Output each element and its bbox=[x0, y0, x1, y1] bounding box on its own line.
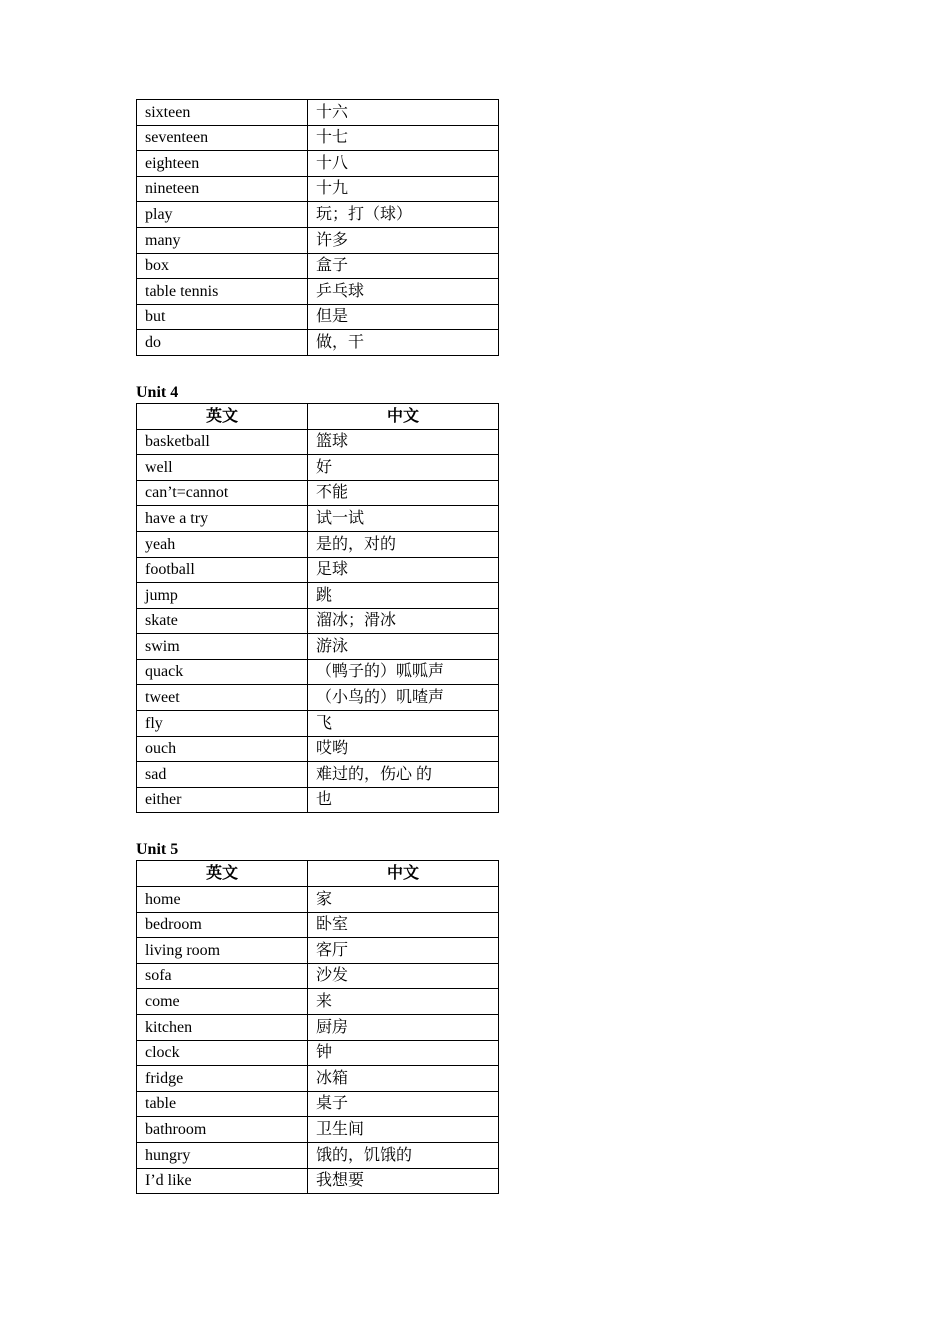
table-row bbox=[137, 125, 499, 151]
chinese-meaning: （小鸟的）叽喳声 bbox=[308, 685, 499, 711]
chinese-meaning: 也 bbox=[308, 787, 499, 813]
english-word: seventeen bbox=[137, 125, 308, 151]
chinese-meaning: 饿的，饥饿的 bbox=[308, 1142, 499, 1168]
table-row bbox=[137, 557, 499, 583]
vocabulary-table bbox=[136, 860, 499, 1194]
table-row bbox=[137, 202, 499, 228]
english-word: yeah bbox=[137, 531, 308, 557]
table-row bbox=[137, 634, 499, 660]
chinese-meaning: 桌子 bbox=[308, 1091, 499, 1117]
chinese-meaning: 飞 bbox=[308, 711, 499, 737]
unit-title: Unit 4 bbox=[136, 383, 179, 401]
header-chinese: 中文 bbox=[308, 861, 499, 887]
english-word: sixteen bbox=[137, 100, 308, 126]
table-row bbox=[137, 455, 499, 481]
table-row bbox=[137, 736, 499, 762]
chinese-meaning: 来 bbox=[308, 989, 499, 1015]
table-row bbox=[137, 762, 499, 788]
table-row bbox=[137, 583, 499, 609]
english-word: box bbox=[137, 253, 308, 279]
english-word: hungry bbox=[137, 1142, 308, 1168]
table-row bbox=[137, 100, 499, 126]
document-page bbox=[136, 99, 498, 1194]
section-gap bbox=[136, 356, 498, 383]
chinese-meaning: 十七 bbox=[308, 125, 499, 151]
english-word: skate bbox=[137, 608, 308, 634]
table-row bbox=[137, 938, 499, 964]
table-row bbox=[137, 1168, 499, 1194]
table-row bbox=[137, 1015, 499, 1041]
table-row bbox=[137, 989, 499, 1015]
chinese-meaning: 我想要 bbox=[308, 1168, 499, 1194]
english-word: nineteen bbox=[137, 176, 308, 202]
english-word: sofa bbox=[137, 963, 308, 989]
chinese-meaning: 玩；打（球） bbox=[308, 202, 499, 228]
chinese-meaning: 不能 bbox=[308, 480, 499, 506]
table-row bbox=[137, 608, 499, 634]
table-row bbox=[137, 1091, 499, 1117]
chinese-meaning: 溜冰；滑冰 bbox=[308, 608, 499, 634]
chinese-meaning: 十九 bbox=[308, 176, 499, 202]
section-gap bbox=[136, 813, 498, 840]
english-word: can’t=cannot bbox=[137, 480, 308, 506]
english-word: clock bbox=[137, 1040, 308, 1066]
english-word: jump bbox=[137, 583, 308, 609]
chinese-meaning: 十八 bbox=[308, 151, 499, 177]
english-word: home bbox=[137, 887, 308, 913]
english-word: many bbox=[137, 227, 308, 253]
english-word: do bbox=[137, 330, 308, 356]
table-row bbox=[137, 1040, 499, 1066]
table-row bbox=[137, 963, 499, 989]
english-word: but bbox=[137, 304, 308, 330]
chinese-meaning: 许多 bbox=[308, 227, 499, 253]
chinese-meaning: 是的，对的 bbox=[308, 531, 499, 557]
chinese-meaning: 冰箱 bbox=[308, 1066, 499, 1092]
chinese-meaning: 沙发 bbox=[308, 963, 499, 989]
table-row bbox=[137, 253, 499, 279]
vocabulary-table bbox=[136, 99, 499, 356]
english-word: football bbox=[137, 557, 308, 583]
english-word: come bbox=[137, 989, 308, 1015]
table-row bbox=[137, 912, 499, 938]
table-row bbox=[137, 506, 499, 532]
header-english: 英文 bbox=[137, 861, 308, 887]
vocabulary-table bbox=[136, 403, 499, 814]
table-row bbox=[137, 1142, 499, 1168]
chinese-meaning: 跳 bbox=[308, 583, 499, 609]
chinese-meaning: 厨房 bbox=[308, 1015, 499, 1041]
english-word: I’d like bbox=[137, 1168, 308, 1194]
english-word: tweet bbox=[137, 685, 308, 711]
english-word: eighteen bbox=[137, 151, 308, 177]
chinese-meaning: 家 bbox=[308, 887, 499, 913]
english-word: table bbox=[137, 1091, 308, 1117]
chinese-meaning: 十六 bbox=[308, 100, 499, 126]
english-word: kitchen bbox=[137, 1015, 308, 1041]
table-row bbox=[137, 304, 499, 330]
english-word: quack bbox=[137, 659, 308, 685]
chinese-meaning: 试一试 bbox=[308, 506, 499, 532]
chinese-meaning: 盒子 bbox=[308, 253, 499, 279]
english-word: fly bbox=[137, 711, 308, 737]
table-row bbox=[137, 659, 499, 685]
table-row bbox=[137, 887, 499, 913]
table-row bbox=[137, 480, 499, 506]
unit-title: Unit 5 bbox=[136, 841, 179, 859]
english-word: sad bbox=[137, 762, 308, 788]
table-row bbox=[137, 429, 499, 455]
english-word: well bbox=[137, 455, 308, 481]
table-row bbox=[137, 330, 499, 356]
chinese-meaning: 足球 bbox=[308, 557, 499, 583]
chinese-meaning: 卧室 bbox=[308, 912, 499, 938]
table-row bbox=[137, 685, 499, 711]
table-row bbox=[137, 1066, 499, 1092]
chinese-meaning: 做，干 bbox=[308, 330, 499, 356]
chinese-meaning: 但是 bbox=[308, 304, 499, 330]
english-word: fridge bbox=[137, 1066, 308, 1092]
english-word: bedroom bbox=[137, 912, 308, 938]
table-row bbox=[137, 279, 499, 305]
chinese-meaning: 哎哟 bbox=[308, 736, 499, 762]
header-english: 英文 bbox=[137, 403, 308, 429]
english-word: bathroom bbox=[137, 1117, 308, 1143]
chinese-meaning: 卫生间 bbox=[308, 1117, 499, 1143]
table-row bbox=[137, 787, 499, 813]
chinese-meaning: 难过的，伤心 的 bbox=[308, 762, 499, 788]
table-row bbox=[137, 227, 499, 253]
english-word: either bbox=[137, 787, 308, 813]
english-word: ouch bbox=[137, 736, 308, 762]
english-word: play bbox=[137, 202, 308, 228]
table-row bbox=[137, 1117, 499, 1143]
table-row bbox=[137, 531, 499, 557]
table-header-row bbox=[137, 403, 499, 429]
chinese-meaning: 篮球 bbox=[308, 429, 499, 455]
header-chinese: 中文 bbox=[308, 403, 499, 429]
chinese-meaning: （鸭子的）呱呱声 bbox=[308, 659, 499, 685]
table-header-row bbox=[137, 861, 499, 887]
chinese-meaning: 乒乓球 bbox=[308, 279, 499, 305]
english-word: swim bbox=[137, 634, 308, 660]
chinese-meaning: 钟 bbox=[308, 1040, 499, 1066]
english-word: basketball bbox=[137, 429, 308, 455]
english-word: have a try bbox=[137, 506, 308, 532]
chinese-meaning: 好 bbox=[308, 455, 499, 481]
table-row bbox=[137, 711, 499, 737]
table-row bbox=[137, 176, 499, 202]
table-row bbox=[137, 151, 499, 177]
chinese-meaning: 客厅 bbox=[308, 938, 499, 964]
chinese-meaning: 游泳 bbox=[308, 634, 499, 660]
english-word: living room bbox=[137, 938, 308, 964]
english-word: table tennis bbox=[137, 279, 308, 305]
